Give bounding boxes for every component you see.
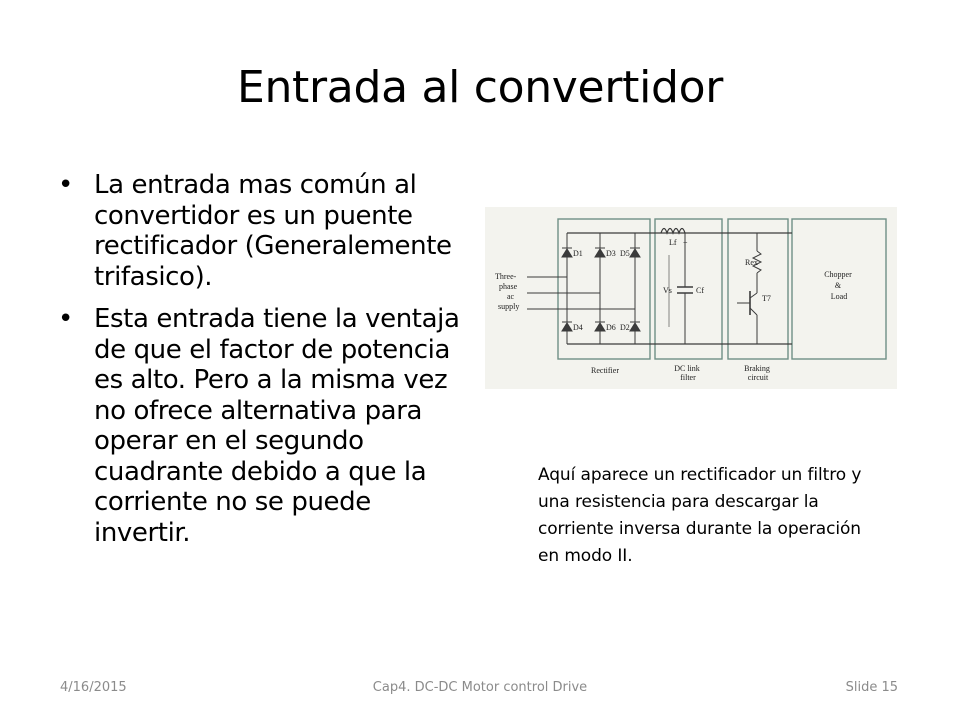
diode-label: D6 [606, 323, 616, 332]
bullet-dot: • [58, 304, 73, 334]
braking-label: Braking circuit [744, 364, 770, 382]
slide-title: Entrada al convertidor [236, 62, 724, 113]
bullet-item [58, 170, 468, 292]
bullet-dot: • [58, 170, 73, 200]
bullet-item [58, 304, 468, 548]
bullet-text: La entrada mas común al convertidor es un puente rectificador (Generalemente trifasico). [94, 170, 452, 292]
ac-supply-label: Three- phase ac supply [495, 272, 520, 311]
filter-label: DC link filter [674, 364, 700, 382]
diode-label: D3 [606, 249, 616, 258]
bullet-text: Esta entrada tiene la ventaja de que el factor de potencia es alto. Pero a la misma vez no ofrece alternativa para operar en el segundo cuadrante debido a que la corriente no se puede invertir. [94, 304, 460, 548]
diode-label: D2 [620, 323, 630, 332]
bullet-list [58, 170, 468, 560]
inductor-label: Lf [669, 238, 677, 247]
rectifier-circuit-diagram [485, 207, 897, 389]
footer-title: Cap4. DC-DC Motor control Drive [372, 680, 588, 695]
slide-number: Slide 15 [845, 680, 898, 695]
capacitor-label: Cf [696, 286, 704, 295]
voltage-label: Vs [663, 286, 672, 295]
footer-date: 4/16/2015 [60, 680, 127, 695]
plus-sign: + [683, 238, 688, 247]
diode-label: D1 [573, 249, 583, 258]
resistor-label: Rex [745, 258, 758, 267]
diode-label: D5 [620, 249, 630, 258]
rectifier-label: Rectifier [591, 366, 619, 375]
diode-label: D4 [573, 323, 583, 332]
transistor-label: T7 [762, 294, 771, 303]
diagram-caption: Aquí aparece un rectificador un filtro y una resistencia para descargar la corriente inversa durante la operación en modo II. [538, 465, 862, 566]
load-label: Chopper & Load [824, 270, 852, 301]
